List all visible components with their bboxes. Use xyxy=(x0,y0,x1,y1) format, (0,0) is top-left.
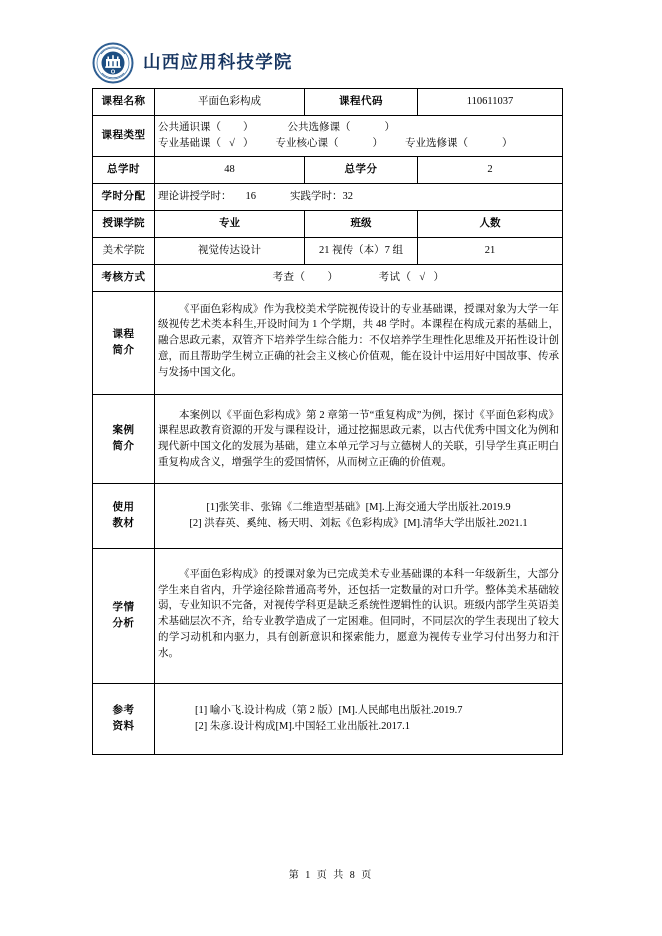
option-major-core[interactable]: 专业核心课（ xyxy=(275,138,339,149)
table-row-class-values xyxy=(93,238,563,265)
textbooks-label xyxy=(93,484,155,549)
case-intro-label xyxy=(93,395,155,484)
course-intro-label-line1: 课程 xyxy=(112,329,135,341)
table-row-student-analysis xyxy=(93,549,563,684)
hour-allocation-label: 学时分配 xyxy=(93,184,155,211)
total-hours-label: 总学时 xyxy=(93,157,155,184)
textbook-item-2: [2] 洪春英、奚纯、杨天明、刘耘《色彩构成》[M].清华大学出版社.2021.1 xyxy=(189,518,528,529)
major-header: 专业 xyxy=(155,211,305,238)
theory-hours-value: 16 xyxy=(245,191,256,203)
assessment-options xyxy=(155,265,563,292)
course-code-label: 课程代码 xyxy=(305,89,418,116)
assessment-label: 考核方式 xyxy=(93,265,155,292)
table-row-course-intro xyxy=(93,292,563,395)
teaching-college-header: 授课学院 xyxy=(93,211,155,238)
hour-allocation-value xyxy=(155,184,563,211)
case-intro-text: 本案例以《平面色彩构成》第 2 章第一节“重复构成”为例，探讨《平面色彩构成》课程思政教育资源的开发与课程设计，通过挖掘思政元素，以古代优秀中国文化为例和现代新中国文化的发展为基础，建立本单元学习与立德树人的关联，引导学生真正明白重复构成含义，增强学生的爱国情怀，从而树立正确的价值观。 xyxy=(155,395,563,484)
student-analysis-label-line1: 学情 xyxy=(112,602,135,614)
student-analysis-text: 《平面色彩构成》的授课对象为已完成美术专业基础课的本科一年级新生，大部分学生来自省内，升学途径除普通高考外，还包括一定数量的对口升学。整体美术基础较弱，专业知识不完备，对视传学科更是缺乏系统性逻辑性的认识。班级内部学生英语美术基础层次不齐，给专业教学造成了一定困难。但同时，不同层次的学生表现出了较大的学习动机和内驱力，具有创新意识和探索能力，愿意为视传专业学习付出努力和汗水。 xyxy=(155,549,563,684)
student-count-header: 人数 xyxy=(418,211,563,238)
class-value: 21 视传（本）7 组 xyxy=(305,238,418,265)
major-value: 视觉传达设计 xyxy=(155,238,305,265)
table-row-textbooks xyxy=(93,484,563,549)
practice-hours-label: 实践学时： xyxy=(290,191,343,203)
student-count-value: 21 xyxy=(418,238,563,265)
table-row-assessment xyxy=(93,265,563,292)
option-major-elective[interactable]: 专业选修课（ xyxy=(405,138,468,149)
assessment-option-exam-mark[interactable]: √ xyxy=(419,272,426,284)
option-major-elective-close: ） xyxy=(502,138,513,149)
table-row-class-header xyxy=(93,211,563,238)
textbooks-label-line1: 使用 xyxy=(112,502,135,514)
practice-hours-value: 32 xyxy=(342,191,353,203)
case-intro-label-line1: 案例 xyxy=(112,425,135,437)
table-row-total-hours xyxy=(93,157,563,184)
course-type-label: 课程类型 xyxy=(93,116,155,157)
theory-hours-label: 理论讲授学时： xyxy=(158,191,232,203)
student-analysis-label xyxy=(93,549,155,684)
references-label-line2: 资料 xyxy=(112,721,135,732)
course-intro-text: 《平面色彩构成》作为我校美术学院视传设计的专业基础课，授课对象为大学一年级视传艺术类本科生,开设时间为 1 个学期，共 48 学时。本课程在构成元素的基础上，融合思政元素，双管齐下培养学生综合能力：不仅培养学生理性化思维及开拓性设计创意，而且帮助学生树立正确的社会主义核心价值观，能在设计中运用好中国故事、传承与发扬中国文化。 xyxy=(155,292,563,395)
university-seal-icon xyxy=(92,42,134,84)
total-hours-value: 48 xyxy=(155,157,305,184)
table-row-hour-allocation xyxy=(93,184,563,211)
total-credits-label: 总学分 xyxy=(305,157,418,184)
total-credits-value: 2 xyxy=(418,157,563,184)
course-name-label: 课程名称 xyxy=(93,89,155,116)
document-header xyxy=(92,40,562,86)
option-public-elective[interactable]: 公共选修课（ xyxy=(287,122,351,134)
table-row-course-name xyxy=(93,89,563,116)
references-label-line1: 参考 xyxy=(112,705,135,717)
student-analysis-label-line2: 分析 xyxy=(112,618,135,629)
references-label xyxy=(93,684,155,755)
reference-item-2: [2] 朱彦.设计构成[M].中国轻工业出版社.2017.1 xyxy=(195,721,410,732)
course-intro-label xyxy=(93,292,155,395)
references-list xyxy=(155,684,563,755)
table-row-course-type xyxy=(93,116,563,157)
assessment-option-inspection-close: ） xyxy=(327,272,339,284)
assessment-option-exam-close: ） xyxy=(433,272,445,284)
class-header: 班级 xyxy=(305,211,418,238)
case-intro-label-line2: 简介 xyxy=(112,441,135,452)
course-type-options xyxy=(155,116,563,157)
teaching-college-value: 美术学院 xyxy=(93,238,155,265)
course-info-table xyxy=(92,88,563,755)
school-name: 山西应用科技学院 xyxy=(143,52,293,73)
option-public-general[interactable]: 公共通识课（ xyxy=(158,122,221,134)
textbooks-label-line2: 教材 xyxy=(112,518,135,529)
table-row-references xyxy=(93,684,563,755)
reference-item-1: [1] 喻小飞.设计构成（第 2 版）[M].人民邮电出版社.2019.7 xyxy=(195,705,463,717)
option-public-elective-close: ） xyxy=(384,122,395,134)
course-type-line-1 xyxy=(158,120,559,136)
option-major-basic[interactable]: 专业基础课（ xyxy=(158,138,221,149)
assessment-option-exam[interactable]: 考试（ xyxy=(378,272,412,284)
course-intro-label-line2: 简介 xyxy=(112,345,135,356)
option-major-core-close: ） xyxy=(372,138,383,149)
textbook-item-1: [1]张笑非、张锦《二维造型基础》[M].上海交通大学出版社.2019.9 xyxy=(206,502,511,514)
textbooks-list xyxy=(155,484,563,549)
option-major-basic-mark[interactable]: √ xyxy=(229,138,235,149)
table-row-case-intro xyxy=(93,395,563,484)
option-major-basic-close: ） xyxy=(243,138,254,149)
course-name-value: 平面色彩构成 xyxy=(155,89,305,116)
page-footer: 第 1 页 共 8 页 xyxy=(288,870,374,881)
course-type-line-2 xyxy=(158,136,559,152)
course-code-value: 110611037 xyxy=(418,89,563,116)
option-public-general-close: ） xyxy=(243,122,254,134)
assessment-option-inspection[interactable]: 考查（ xyxy=(272,272,306,284)
